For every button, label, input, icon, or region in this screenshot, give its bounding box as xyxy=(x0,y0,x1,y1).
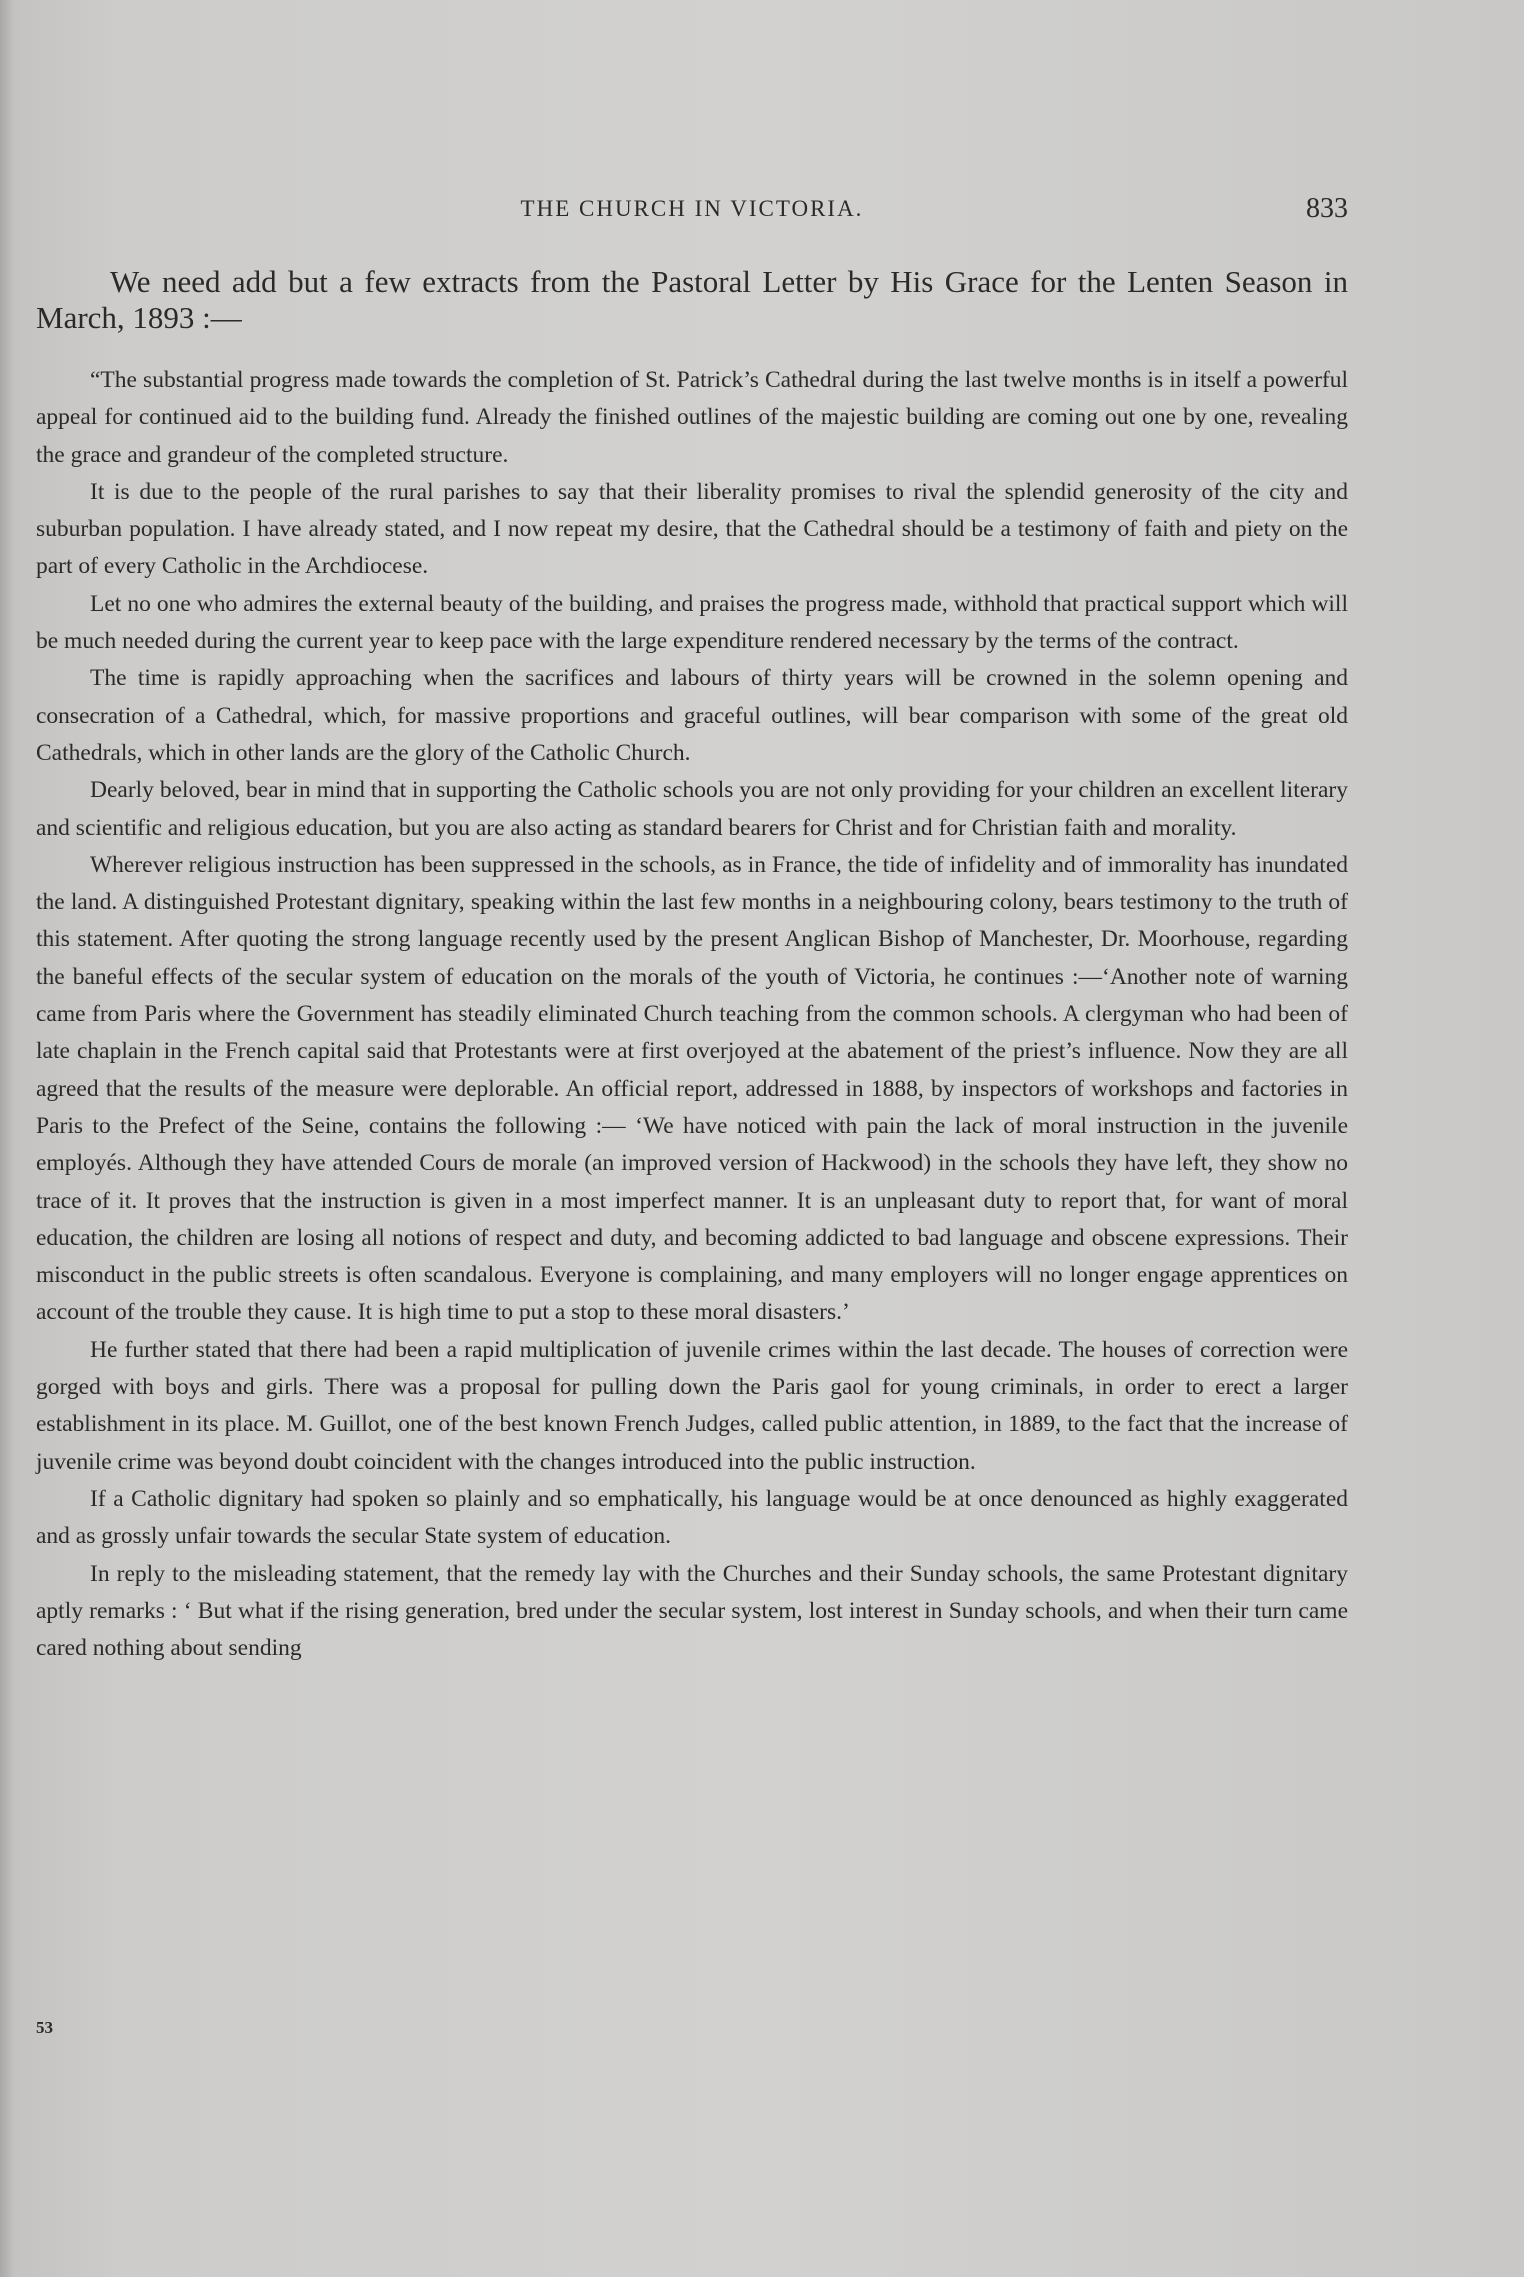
running-title: THE CHURCH IN VICTORIA. xyxy=(520,196,864,221)
body-paragraph: Dearly beloved, bear in mind that in supporting the Catholic schools you are not only providing for your children an excellent literary and scientific and religious education, but you are also acting as standard bearers for Christ and for Christian faith and morality. xyxy=(36,777,1348,841)
page-header xyxy=(36,193,1348,226)
body-paragraph: It is due to the people of the rural parishes to say that their liberality promises to rival the splendid generosity of the city and suburban population. I have already stated, and I now repeat my desire, that the Cathedral should be a testimony of faith and piety on the part of every Catholic in the Archdiocese. xyxy=(36,478,1348,580)
body-paragraph: The time is rapidly approaching when the sacrifices and labours of thirty years will be crowned in the solemn opening and consecration of a Cathedral, which, for massive proportions and graceful outlines, will bear comparison with some of the great old Cathedrals, which in other lands are the glory of the Catholic Church. xyxy=(36,665,1348,766)
intro-paragraph: We need add but a few extracts from the Pastoral Letter by His Grace for the Lenten Season in March, 1893 :— xyxy=(36,264,1348,335)
body-paragraph: If a Catholic dignitary had spoken so plainly and so emphatically, his language would be at once denounced as highly exaggerated and as grossly unfair towards the secular State system of education. xyxy=(36,1485,1348,1550)
page-number: 833 xyxy=(1306,193,1348,224)
body-paragraph: In reply to the misleading statement, that the remedy lay with the Churches and their Sunday schools, the same Protestant dignitary aptly remarks : ‘ But what if the rising generation, bred under the secular system, lost interest in Sunday schools, and when their turn came cared nothing about sending xyxy=(36,1560,1348,1662)
body-paragraph: He further stated that there had been a rapid multiplication of juvenile crimes within the last decade. The houses of correction were gorged with boys and girls. There was a proposal for pulling down the Paris gaol for young criminals, in order to erect a larger establishment in its place. M. Guillot, one of the best known French Judges, called public attention, in 1889, to the fact that the increase of juvenile crime was beyond doubt coincident with the changes introduced into the public instruction. xyxy=(36,1336,1348,1475)
signature-mark: 53 xyxy=(36,2018,53,2037)
page-body xyxy=(36,264,1348,1667)
body-paragraph: Let no one who admires the external beauty of the building, and praises the progress made, withhold that practical support which will be much needed during the current year to keep pace with the large expenditure rendered necessary by the terms of the contract. xyxy=(36,590,1348,655)
body-paragraph: Wherever religious instruction has been suppressed in the schools, as in France, the tide of infidelity and of immorality has inundated the land. A distinguished Protestant dignitary, speaking within the last few months in a neighbouring colony, bears testimony to the truth of this statement. After quoting the strong language recently used by the present Anglican Bishop of Manchester, Dr. Moorhouse, regarding the baneful effects of the secular system of education on the morals of the youth of Victoria, he continues :—‘Another note of warning came from Paris where the Government has steadily eliminated Church teaching from the common schools. A clergyman who had been of late chaplain in the French capital said that Protestants were at first overjoyed at the abatement of the priest’s influence. Now they are all agreed that the results of the measure were deplorable. An official report, addressed in 1888, by inspectors of workshops and factories in Paris to the Prefect of the Seine, contains the following :— ‘We have noticed with pain the lack of moral instruction in the juvenile employés. Although they have attended Cours de morale (an improved version of Hackwood) in the schools they have left, they show no trace of it. It proves that the instruction is given in a most imperfect manner. It is an unpleasant duty to report that, for want of moral education, the children are losing all notions of respect and duty, and becoming addicted to bad language and obscene expressions. Their misconduct in the public streets is often scandalous. Everyone is complaining, and many employers will no longer engage apprentices on account of the trouble they cause. It is high time to put a stop to these moral disasters.’ xyxy=(36,851,1348,1326)
body-paragraph: “The substantial progress made towards the completion of St. Patrick’s Cathedral during the last twelve months is in itself a powerful appeal for continued aid to the building fund. Already the finished outlines of the majestic building are coming out one by one, revealing the grace and grandeur of the completed structure. xyxy=(36,367,1348,468)
